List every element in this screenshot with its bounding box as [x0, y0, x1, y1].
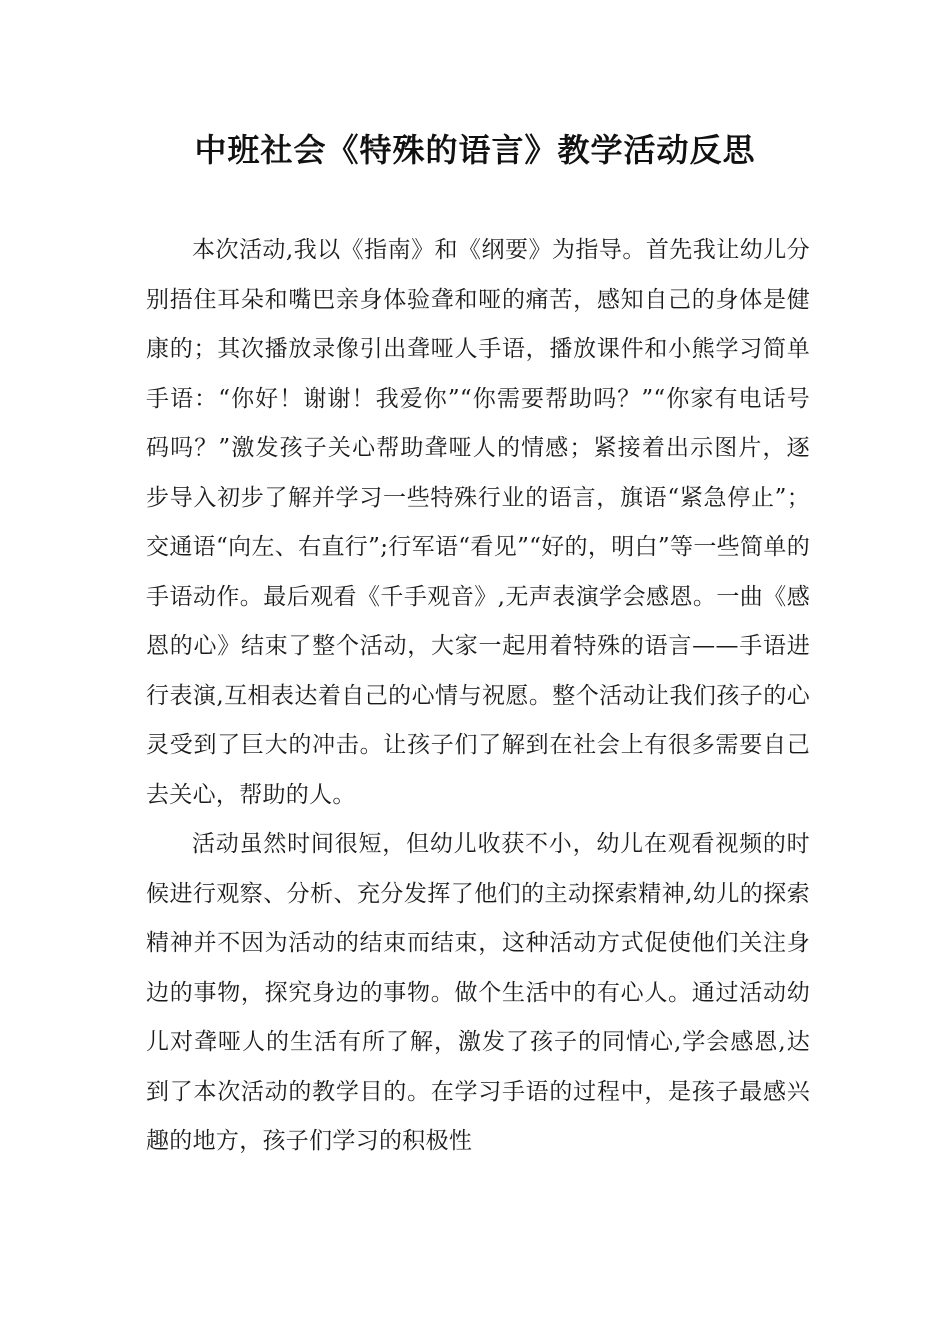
paragraph-activity-summary: 本次活动,我以《指南》和《纲要》为指导。首先我让幼儿分别捂住耳朵和嘴巴亲身体验聋和哑的痛苦，感知自己的身体是健康的；其次播放录像引出聋哑人手语，播放课件和小熊学习简单手语：“你好！谢谢！我爱你”“你需要帮助吗？”“你家有电话号码吗？”激发孩子关心帮助聋哑人的情感；紧接着出示图片，逐步导入初步了解并学习一些特殊行业的语言，旗语“紧急停止”；交通语“向左、右直行”;行军语“看见”“好的，明白”等一些简单的手语动作。最后观看《千手观音》,无声表演学会感恩。一曲《感恩的心》结束了整个活动，大家一起用着特殊的语言——手语进行表演,互相表达着自己的心情与祝愿。整个活动让我们孩子的心灵受到了巨大的冲击。让孩子们了解到在社会上有很多需要自己去关心，帮助的人。	[146, 237, 810, 808]
document-title: 中班社会《特殊的语言》教学活动反思	[194, 131, 756, 169]
paragraph-reflection: 活动虽然时间很短，但幼儿收获不小，幼儿在观看视频的时候进行观察、分析、充分发挥了他们的主动探索精神,幼儿的探索精神并不因为活动的结束而结束，这种活动方式促使他们关注身边的事物，探究身边的事物。做个生活中的有心人。通过活动幼儿对聋哑人的生活有所了解，激发了孩子的同情心,学会感恩,达到了本次活动的教学目的。在学习手语的过程中，是孩子最感兴趣的地方，孩子们学习的积极性	[146, 831, 810, 1154]
document-body	[146, 226, 810, 1167]
